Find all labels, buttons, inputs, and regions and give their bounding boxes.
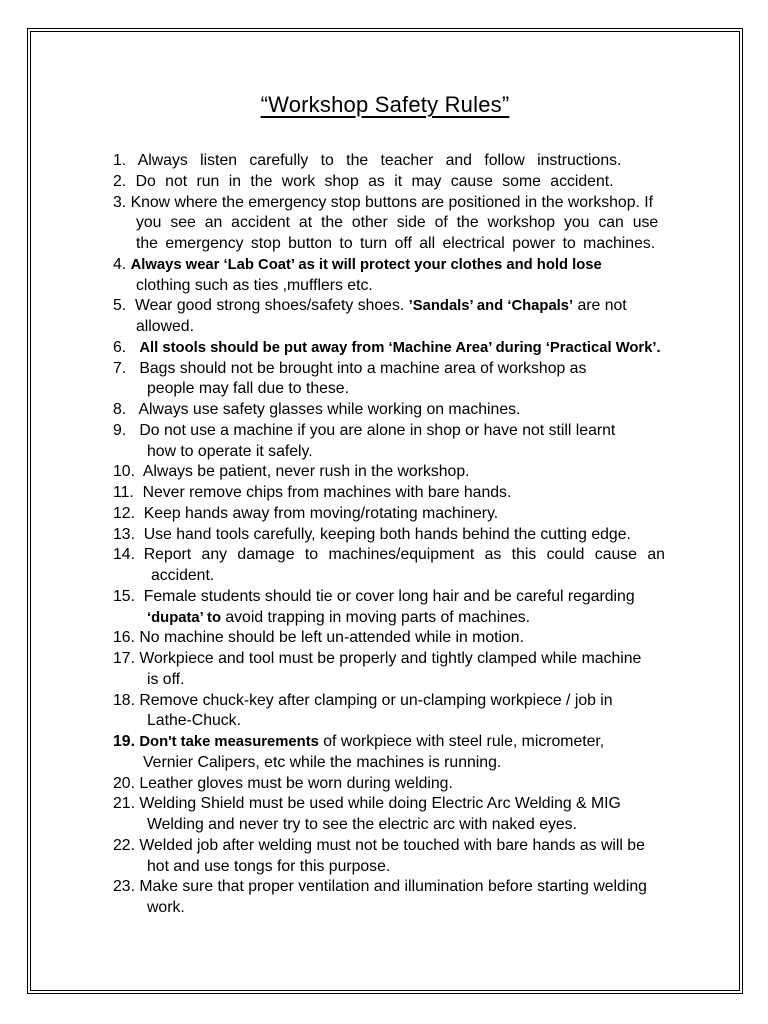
rule-item: 15. Female students should tie or cover long hair and be careful regarding ‘dupata’ to avoid trapping in moving parts of machines. [113, 587, 635, 626]
rule-item: 17. Workpiece and tool must be properly and tightly clamped while machine is off. [113, 650, 642, 688]
rule-item: 2. Do not run in the work shop as it may cause some accident. [113, 172, 614, 190]
rules-list [113, 151, 719, 919]
rule-item: 8. Always use safety glasses while working on machines. [113, 401, 521, 418]
rule-item: 1. Always listen carefully to the teacher and follow instructions. [113, 152, 622, 169]
rule-item: 7. Bags should not be brought into a machine area of workshop as people may fall due to these. [113, 359, 587, 398]
rule-item: 21. Welding Shield must be used while doing Electric Arc Welding & MIG Welding and never try to see the electric arc with naked eyes. [113, 795, 621, 833]
rule-item: 23. Make sure that proper ventilation and illumination before starting welding work. [113, 878, 647, 916]
rule-item: 12. Keep hands away from moving/rotating machinery. [113, 504, 499, 522]
rule-item: 18. Remove chuck-key after clamping or un-clamping workpiece / job in Lathe-Chuck. [113, 691, 613, 730]
rule-item: 20. Leather gloves must be worn during welding. [113, 774, 453, 792]
rule-item: 11. Never remove chips from machines with bare hands. [113, 484, 512, 501]
rule-item: 10. Always be patient, never rush in the workshop. [113, 463, 470, 481]
rule-item: 5. Wear good strong shoes/safety shoes. ’Sandals’ and ‘Chapals’ are not allowed. [113, 297, 627, 335]
rule-item: 19. Don't take measurements of workpiece with steel rule, micrometer, Vernier Calipers, etc while the machines is running. [113, 733, 605, 771]
rule-item: 9. Do not use a machine if you are alone in shop or have not still learnt how to operate it safely. [113, 421, 616, 460]
rule-item: 3. Know where the emergency stop buttons are positioned in the workshop. If you see an accident at the other side of the workshop you can use the emergency stop button to turn off all electrical power to machines. [113, 193, 659, 252]
rule-item: 4. Always wear ‘Lab Coat’ as it will protect your clothes and hold lose clothing such as ties ,mufflers etc. [113, 255, 602, 294]
rule-item: 22. Welded job after welding must not be touched with bare hands as will be hot and use tongs for this purpose. [113, 836, 645, 875]
rule-item: 13. Use hand tools carefully, keeping both hands behind the cutting edge. [113, 525, 631, 543]
rule-item: 6. All stools should be put away from ‘Machine Area’ during ‘Practical Work’. [113, 338, 661, 356]
document-page [30, 31, 740, 991]
rule-item: 16. No machine should be left un-attended while in motion. [113, 629, 524, 647]
rule-item: 14. Report any damage to machines/equipment as this could cause an accident. [113, 546, 665, 584]
page-title: “Workshop Safety Rules” [260, 92, 510, 117]
